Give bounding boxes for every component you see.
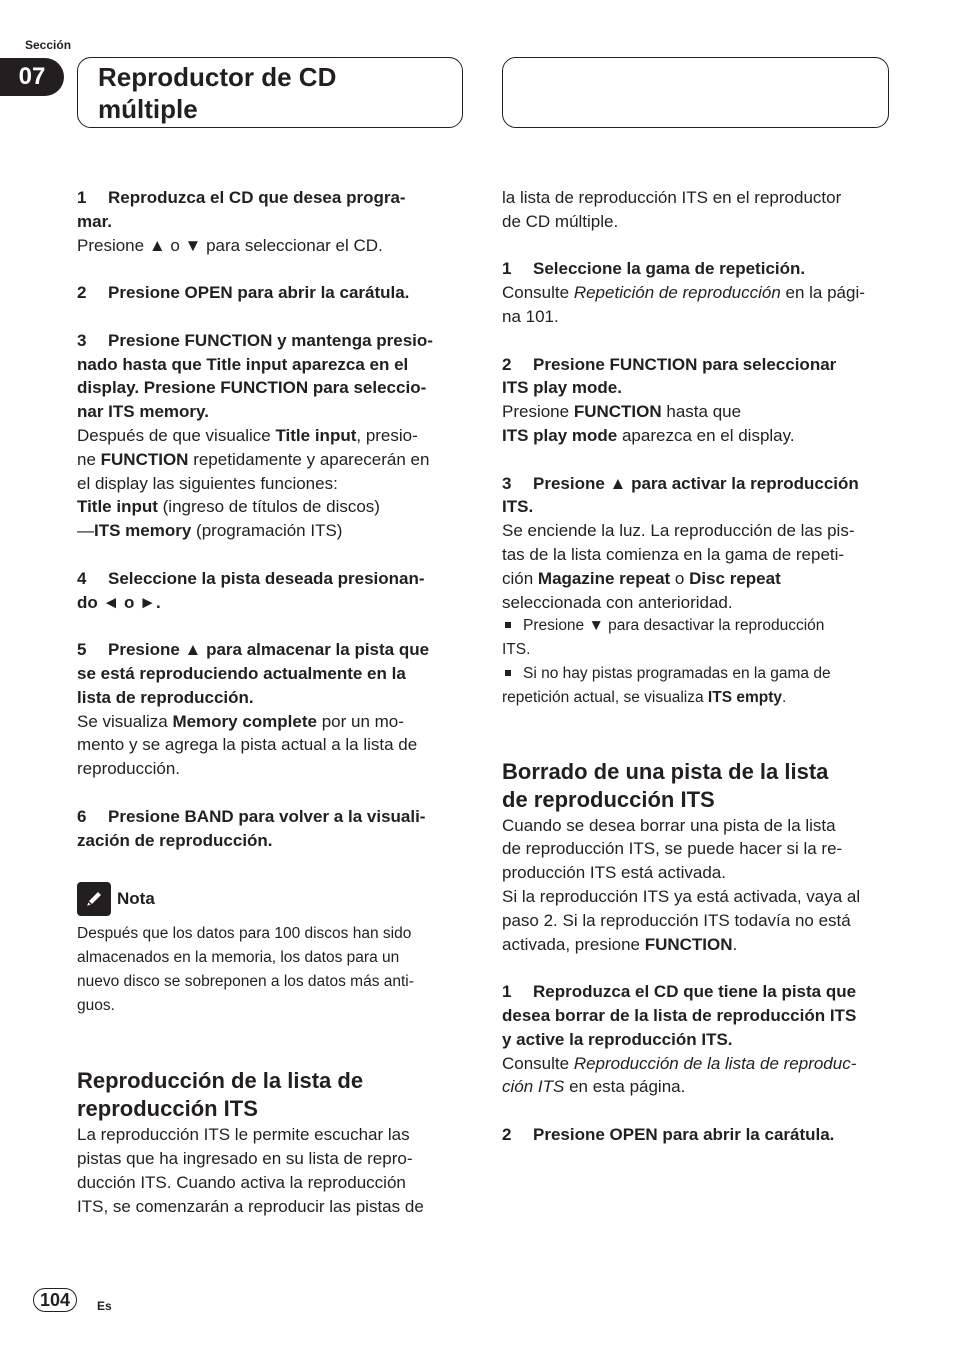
step-heading: ITS. xyxy=(502,497,534,517)
page-number: 104 xyxy=(33,1288,77,1312)
step-heading: y active la reproducción ITS. xyxy=(502,1029,733,1049)
note-text: Después que los datos para 100 discos han sido xyxy=(77,925,412,943)
section-heading: reproducción ITS xyxy=(77,1096,258,1122)
step-body: na 101. xyxy=(502,306,559,326)
section-number-tab: 07 xyxy=(0,58,64,96)
step-heading: se está reproduciendo actualmente en la xyxy=(77,663,406,683)
step-heading: zación de reproducción. xyxy=(77,830,273,850)
step-number: 2 xyxy=(77,283,87,303)
section-heading: Reproducción de la lista de xyxy=(77,1068,364,1094)
paragraph: de CD múltiple. xyxy=(502,211,619,231)
paragraph: ITS, se comenzarán a reproducir las pistas de xyxy=(77,1196,424,1216)
bullet-item: Presione ▼ para desactivar la reproducción xyxy=(502,614,888,638)
step-heading: display. Presione FUNCTION para seleccio- xyxy=(77,378,427,398)
note-text: guos. xyxy=(77,996,115,1014)
paragraph: la lista de reproducción ITS en el reproductor xyxy=(502,188,842,207)
step-number: 5 xyxy=(77,640,87,660)
paragraph: activada, presione FUNCTION. xyxy=(502,934,738,954)
bullet-square-icon xyxy=(505,622,511,628)
step-heading: Reproduzca el CD que tiene la pista que xyxy=(533,982,857,1002)
step-body: Presione FUNCTION hasta que xyxy=(502,402,742,422)
step-heading: Reproduzca el CD que desea progra- xyxy=(108,188,406,207)
bullet-square-icon xyxy=(505,670,511,676)
step-heading: Presione ▲ para almacenar la pista que xyxy=(108,640,430,660)
step-number: 4 xyxy=(77,568,87,588)
step-heading: Presione ▲ para activar la reproducción xyxy=(533,473,859,493)
section-label: Sección xyxy=(25,38,72,52)
step-body: reproducción. xyxy=(77,759,181,779)
note-text: nuevo disco se sobreponen a los datos más anti- xyxy=(77,972,414,990)
step-heading: desea borrar de la lista de reproducción ITS xyxy=(502,1005,857,1025)
bullet-item: repetición actual, se visualiza ITS empty. xyxy=(502,688,787,706)
left-column xyxy=(77,186,463,1218)
step-heading: ITS play mode. xyxy=(502,378,622,398)
step-body: ción ITS en esta página. xyxy=(502,1077,686,1097)
step-heading: Presione FUNCTION para seleccionar xyxy=(533,354,837,374)
step-heading: Seleccione la pista deseada presionan- xyxy=(108,568,425,588)
step-number: 2 xyxy=(502,354,512,374)
step-body: mento y se agrega la pista actual a la lista de xyxy=(77,735,418,755)
pencil-icon xyxy=(77,882,111,916)
step-body: —ITS memory (programación ITS) xyxy=(77,521,343,541)
step-body: Consulte Repetición de reproducción en la pági- xyxy=(502,283,865,303)
step-heading: Presione OPEN para abrir la carátula. xyxy=(108,283,410,303)
section-heading: de reproducción ITS xyxy=(502,786,715,812)
paragraph: ducción ITS. Cuando activa la reproducción xyxy=(77,1172,406,1192)
note-header xyxy=(77,882,463,916)
step-number: 3 xyxy=(502,473,512,493)
paragraph: paso 2. Si la reproducción ITS todavía no está xyxy=(502,910,851,930)
step-number: 2 xyxy=(502,1124,512,1144)
step-body: tas de la lista comienza en la gama de repeti- xyxy=(502,544,845,564)
note-text: almacenados en la memoria, los datos para un xyxy=(77,948,400,966)
paragraph: producción ITS está activada. xyxy=(502,863,726,883)
header-empty-box xyxy=(502,57,889,128)
step-heading: Presione OPEN para abrir la carátula. xyxy=(533,1124,835,1144)
step-body: Se enciende la luz. La reproducción de las pis- xyxy=(502,521,855,541)
language-label: Es xyxy=(97,1299,112,1313)
step-heading: lista de reproducción. xyxy=(77,687,254,707)
page-title-box xyxy=(77,57,463,128)
step-heading: mar. xyxy=(77,211,112,231)
step-number: 1 xyxy=(502,259,512,279)
paragraph: de reproducción ITS, se puede hacer si la re- xyxy=(502,839,843,859)
paragraph: Cuando se desea borrar una pista de la lista xyxy=(502,815,836,835)
bullet-item: Si no hay pistas programadas en la gama de xyxy=(502,662,888,686)
step-body: el display las siguientes funciones: xyxy=(77,473,338,493)
paragraph: La reproducción ITS le permite escuchar las xyxy=(77,1125,410,1145)
paragraph: pistas que ha ingresado en su lista de repro- xyxy=(77,1149,413,1169)
step-number: 6 xyxy=(77,806,87,826)
step-body: Presione ▲ o ▼ para seleccionar el CD. xyxy=(77,235,383,255)
step-body: ITS play mode aparezca en el display. xyxy=(502,425,795,445)
section-heading: Borrado de una pista de la lista xyxy=(502,758,829,784)
step-body: Consulte Reproducción de la lista de reproduc- xyxy=(502,1053,857,1073)
step-heading: Seleccione la gama de repetición. xyxy=(533,259,806,279)
bullet-item: ITS. xyxy=(502,641,531,659)
step-number: 1 xyxy=(502,982,512,1002)
step-heading: Presione BAND para volver a la visuali- xyxy=(108,806,426,826)
step-heading: nar ITS memory. xyxy=(77,402,209,422)
step-number: 3 xyxy=(77,330,87,350)
right-column xyxy=(502,186,888,1147)
step-body: Después de que visualice Title input, presio- xyxy=(77,425,418,445)
step-heading: do ◄ o ►. xyxy=(77,592,161,612)
step-number: 1 xyxy=(77,188,87,207)
step-body: ción Magazine repeat o Disc repeat xyxy=(502,568,781,588)
step-heading: nado hasta que Title input aparezca en el xyxy=(77,354,409,374)
step-body: ne FUNCTION repetidamente y aparecerán en xyxy=(77,449,430,469)
step-body: seleccionada con anterioridad. xyxy=(502,592,733,612)
paragraph: Si la reproducción ITS ya está activada, vaya al xyxy=(502,886,861,906)
step-body: Se visualiza Memory complete por un mo- xyxy=(77,711,404,731)
page-title-line: múltiple xyxy=(98,94,198,124)
step-heading: Presione FUNCTION y mantenga presio- xyxy=(108,330,433,350)
note-title: Nota xyxy=(117,889,155,909)
step-body: Title input (ingreso de títulos de discos) xyxy=(77,497,380,517)
page-title-line: Reproductor de CD xyxy=(98,62,337,92)
